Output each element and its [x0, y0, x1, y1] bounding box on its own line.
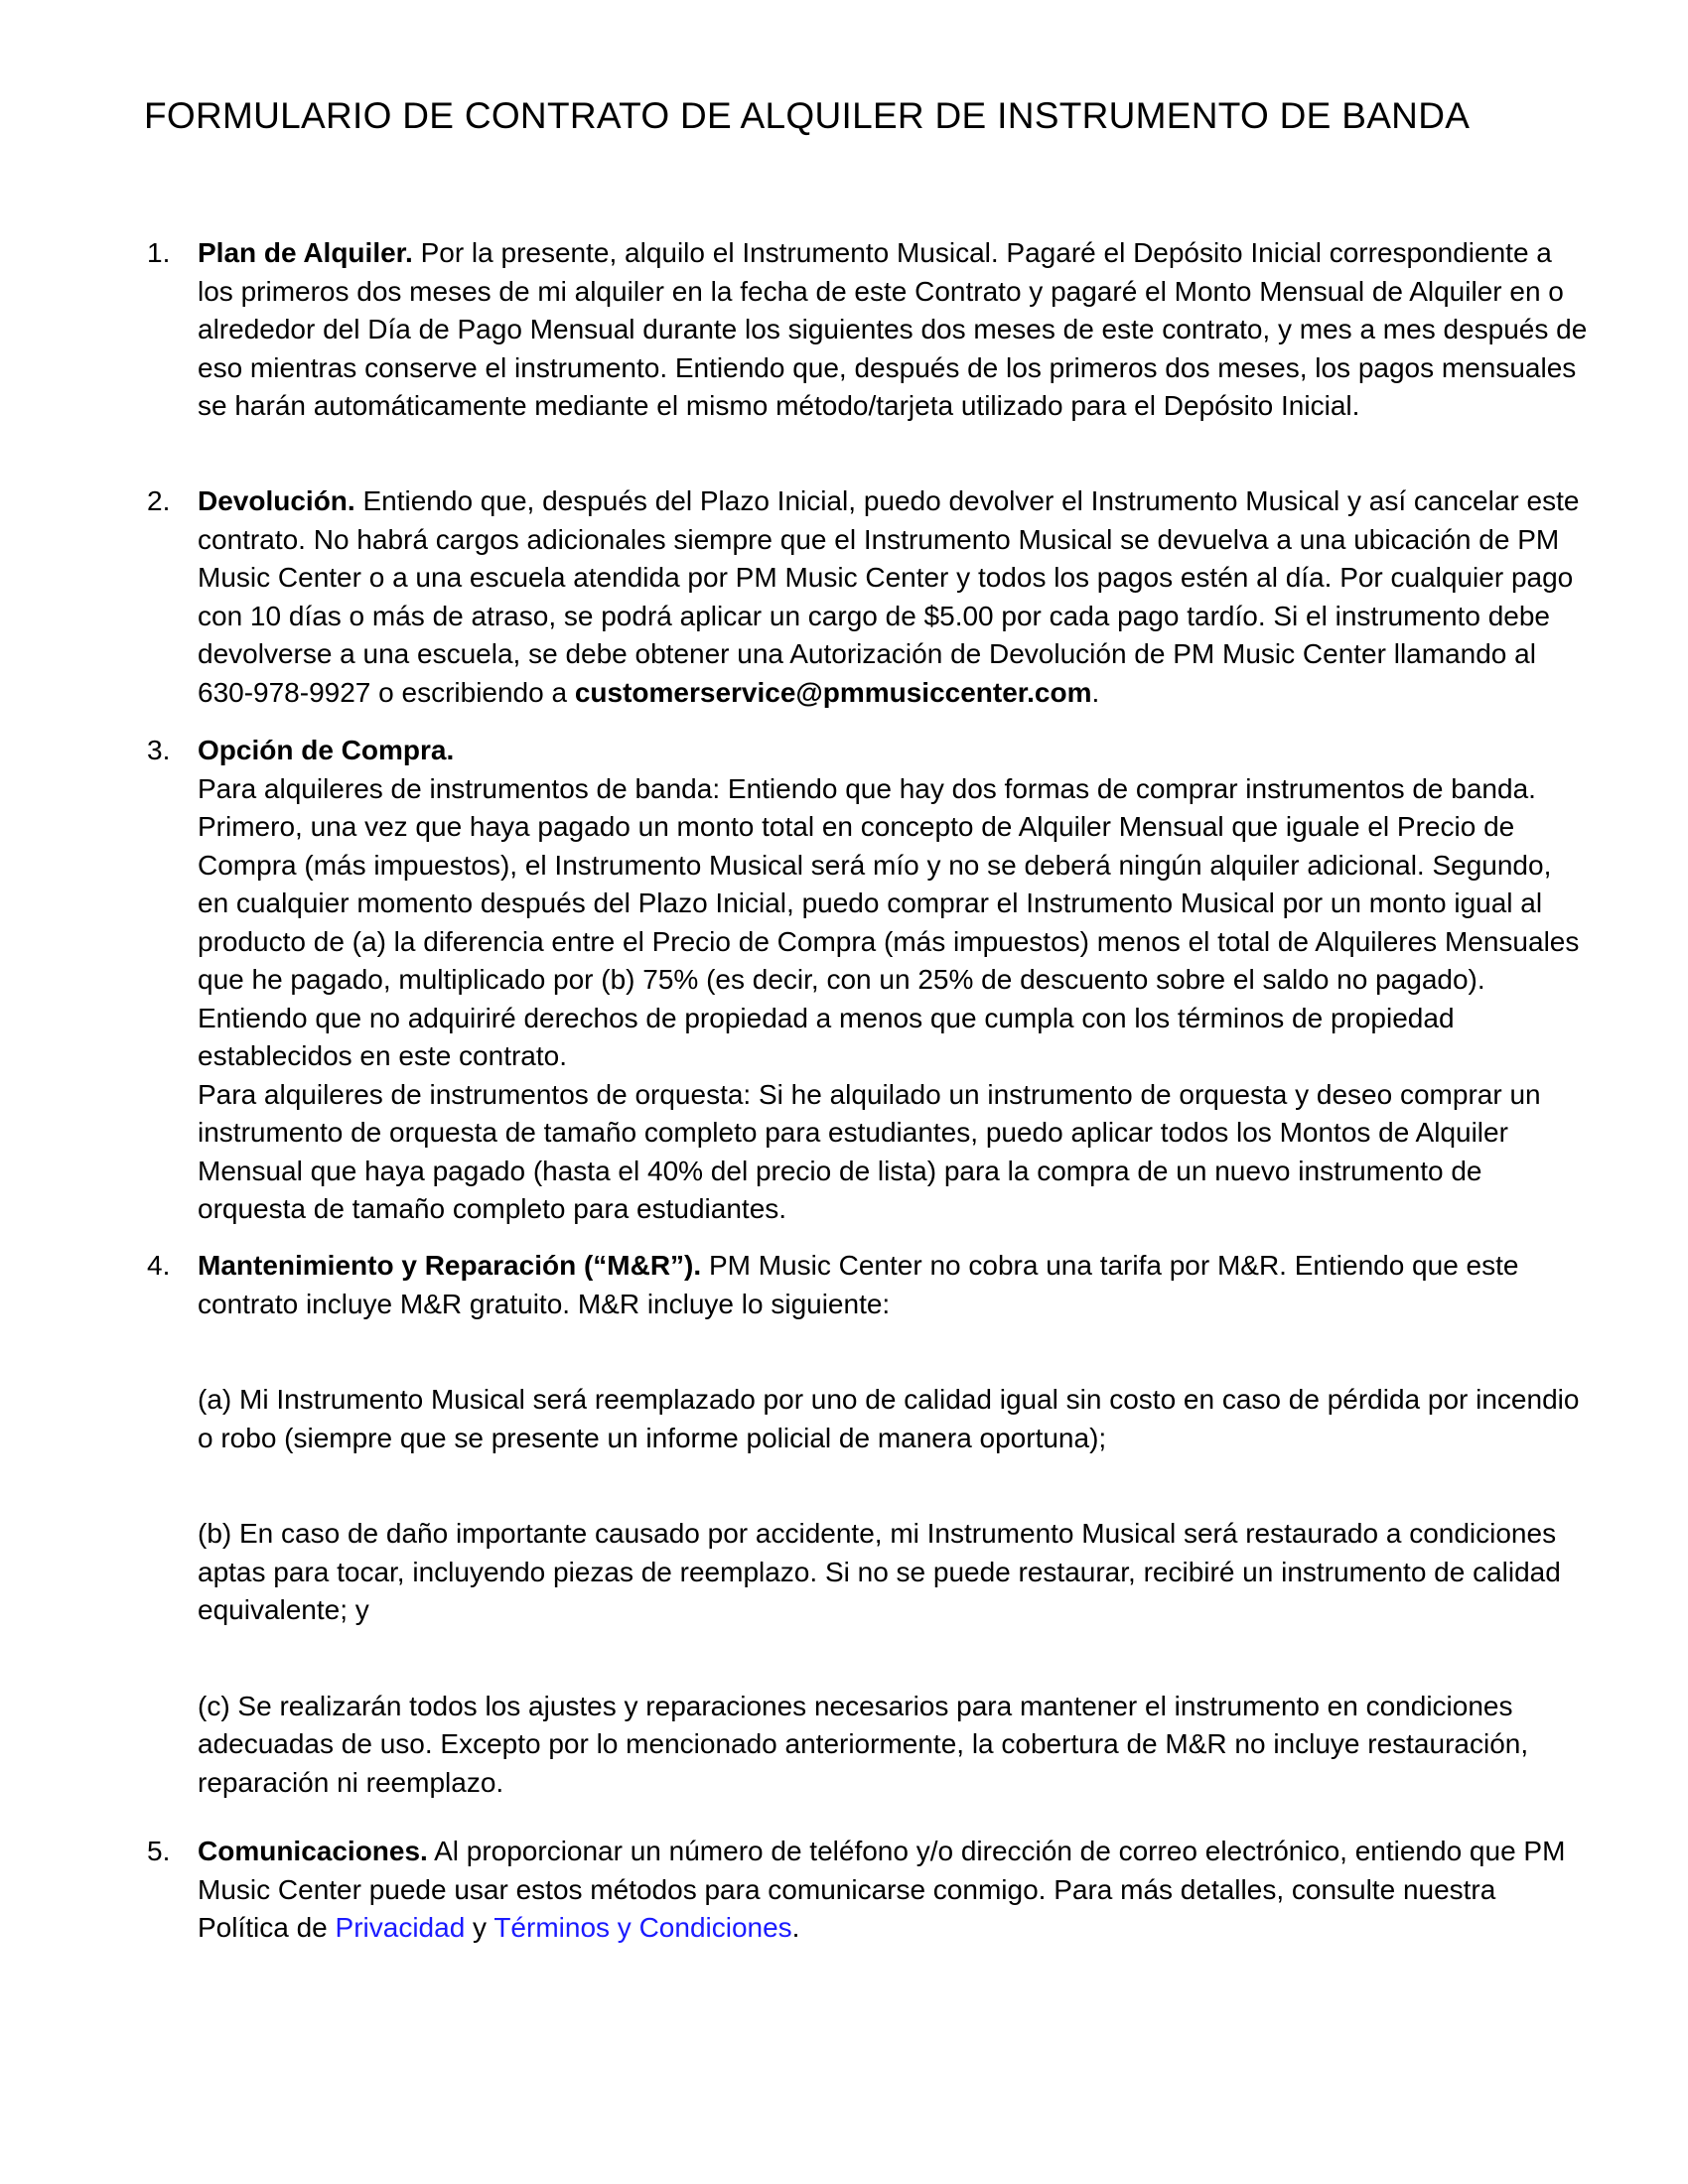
clause-text: Por la presente, alquilo el Instrumento Musical. Pagaré el Depósito Inicial correspondiente a los primeros dos meses de mi alquiler en la fecha de este Contrato y pagaré el Monto Mensual de Alquiler en o alrededor del Día de Pago Mensual durante los siguientes dos meses de este contrato, y mes a mes después de eso mientras conserve el instrumento. Entiendo que, después de los primeros dos meses, los pagos mensuales se harán automáticamente mediante el mismo método/tarjeta utilizado para el Depósito Inicial.: [198, 237, 1588, 421]
clause-body: [198, 1833, 1588, 1948]
clause-number: 4.: [147, 1250, 171, 1281]
link-connector: y: [465, 1912, 494, 1943]
clause-heading: Plan de Alquiler.: [198, 237, 413, 268]
clause-body: [198, 732, 1588, 1229]
clause-heading-line: [198, 732, 1588, 770]
clause-text-end: .: [1091, 676, 1100, 708]
clause-paragraph: [198, 1247, 1588, 1323]
clause-heading: Mantenimiento y Reparación (“M&R”).: [198, 1250, 702, 1281]
clause-heading: Comunicaciones.: [198, 1836, 428, 1866]
clause-body: [198, 1247, 1588, 1802]
coverage-item-b: (b) En caso de daño importante causado por accidente, mi Instrumento Musical será restaurado a condiciones aptas para tocar, incluyendo piezas de reemplazo. Si no se puede restaurar, recibiré un instrumento de calidad equivalente; y: [198, 1518, 1561, 1625]
coverage-item-a: (a) Mi Instrumento Musical será reemplazado por uno de calidad igual sin costo en caso de pérdida por incendio o robo (siempre que se presente un informe policial de manera oportuna);: [198, 1384, 1580, 1453]
clause-body: [198, 234, 1588, 426]
clause-number: 1.: [147, 237, 171, 268]
clause-number: 3.: [147, 735, 171, 765]
document-title: FORMULARIO DE CONTRATO DE ALQUILER DE INSTRUMENTO DE BANDA: [144, 95, 1471, 136]
clause-heading: Opción de Compra.: [198, 735, 455, 765]
clause-body: [198, 482, 1588, 712]
clause-paragraph: [198, 482, 1588, 712]
clause-paragraph: [198, 234, 1588, 426]
clause-text: PM Music Center no cobra una tarifa por M&R. Entiendo que este contrato incluye M&R gratuito. M&R incluye lo siguiente:: [198, 1250, 1519, 1319]
clause-text: Al proporcionar un número de teléfono y/o dirección de correo electrónico, entiendo que PM Music Center puede usar estos métodos para comunicarse conmigo. Para más detalles, consulte nuestra Política de: [198, 1836, 1566, 1943]
clause-heading: Devolución.: [198, 485, 355, 516]
clause-paragraph: [198, 1833, 1588, 1948]
privacy-policy-link[interactable]: Privacidad: [335, 1912, 466, 1943]
clause-number: 2.: [147, 485, 171, 516]
clause-text: Entiendo que, después del Plazo Inicial, puedo devolver el Instrumento Musical y así cancelar este contrato. No habrá cargos adicionales siempre que el Instrumento Musical se devuelva a una ubicación de PM Music Center o a una escuela atendida por PM Music Center y todos los pagos estén al día. Por cualquier pago con 10 días o más de atraso, se podrá aplicar un cargo de $5.00 por cada pago tardío. Si el instrumento debe devolverse a una escuela, se debe obtener una Autorización de Devolución de PM Music Center llamando al 630-978-9927 o escribiendo a: [198, 485, 1580, 708]
terms-conditions-link[interactable]: Términos y Condiciones: [493, 1912, 792, 1943]
coverage-item-c: (c) Se realizarán todos los ajustes y reparaciones necesarios para mantener el instrumento en condiciones adecuadas de uso. Excepto por lo mencionado anteriormente, la cobertura de M&R no incluye restauración, reparación ni reemplazo.: [198, 1690, 1529, 1798]
clause-text-end: .: [791, 1912, 800, 1943]
customer-service-email: customerservice@pmmusiccenter.com: [574, 676, 1092, 708]
clause-number: 5.: [147, 1836, 171, 1866]
orchestra-rental-paragraph: Para alquileres de instrumentos de orquesta: Si he alquilado un instrumento de orquesta y deseo comprar un instrumento de orquesta de tamaño completo para estudiantes, puedo aplicar todos los Montos de Alquiler Mensual que haya pagado (hasta el 40% del precio de lista) para la compra de un nuevo instrumento de orquesta de tamaño completo para estudiantes.: [198, 1078, 1541, 1224]
band-rental-paragraph: Para alquileres de instrumentos de banda: Entiendo que hay dos formas de comprar instrumentos de banda. Primero, una vez que haya pagado un monto total en concepto de Alquiler Mensual que iguale el Precio de Compra (más impuestos), el Instrumento Musical será mío y no se deberá ningún alquiler adicional. Segundo, en cualquier momento después del Plazo Inicial, puedo comprar el Instrumento Musical por un monto igual al producto de (a) la diferencia entre el Precio de Compra (más impuestos) menos el total de Alquileres Mensuales que he pagado, multiplicado por (b) 75% (es decir, con un 25% de descuento sobre el saldo no pagado). Entiendo que no adquiriré derechos de propiedad a menos que cumpla con los términos de propiedad establecidos en este contrato.: [198, 772, 1580, 1071]
